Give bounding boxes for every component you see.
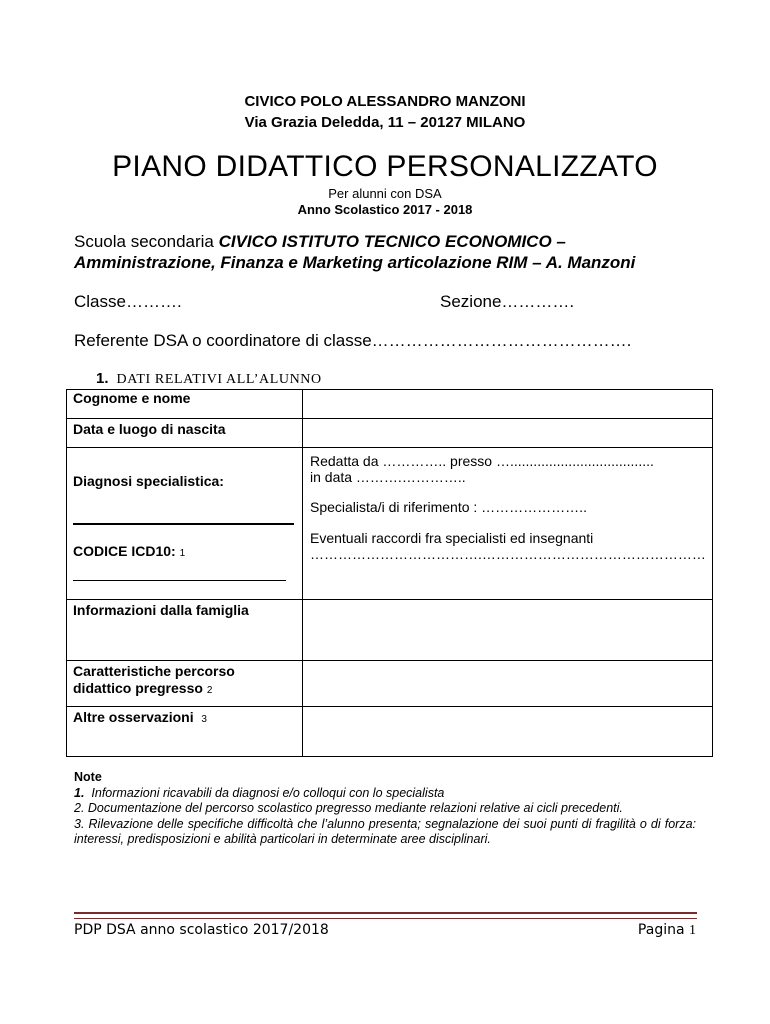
page-indicator [620,922,696,939]
cognome-label [67,390,303,419]
footer-title: PDP DSA anno scolastico 2017/2018 [74,922,329,938]
school-name: CIVICO POLO ALESSANDRO MANZONI [244,93,526,110]
note-3: 3. Rilevazione delle specifiche difficoltà che l’alunno presenta; segnalazione dei suoi punti di fragilità o di forza: interessi, predisposizioni e abilità particolari in determinate aree disciplinari. [74,816,696,846]
section-heading [96,370,322,388]
caratteristiche-label-line2: didattico pregresso [73,680,203,696]
data-luogo-label [67,419,303,448]
notes-block [74,770,696,848]
diagnosi-divider [73,523,294,525]
caratteristiche-note-ref: 2 [206,685,213,696]
table-row [67,661,713,707]
raccordi-line: Eventuali raccordi fra specialisti ed insegnanti [310,530,594,546]
specialista-line: Specialista/i di riferimento : ………………….. [310,499,587,515]
school-line-name: CIVICO ISTITUTO TECNICO ECONOMICO – [218,232,566,251]
table-row [67,707,713,757]
note-1-number: 1. [74,785,85,800]
page-number: 1 [689,923,696,938]
famiglia-label [67,600,303,661]
school-line-1 [74,232,714,252]
altre-value-cell[interactable] [303,707,713,757]
school-year: Anno Scolastico 2017 - 2018 [297,202,473,217]
document-title: PIANO DIDATTICO PERSONALIZZATO [112,150,658,183]
codice-note-ref: 1 [179,548,186,559]
diagnosi-value-cell[interactable] [303,448,713,600]
cognome-value-cell[interactable] [303,390,713,419]
note-2: 2. Documentazione del percorso scolastico pregresso mediante relazioni relative ai cicli precedenti. [74,801,623,815]
altre-label [67,707,303,757]
notes-heading: Note [74,770,102,784]
referente-field[interactable]: Referente DSA o coordinatore di classe………………………………………. [74,331,632,350]
classe-field[interactable]: Classe………. [74,292,182,311]
codice-blank-line[interactable] [73,580,286,581]
redatta-line: Redatta da ………….. presso …..................................... [310,453,654,469]
altre-note-ref: 3 [201,714,207,725]
famiglia-value-cell[interactable] [303,600,713,661]
codice-label [73,543,185,559]
diagnosi-label-cell [67,448,303,600]
student-data-table [66,389,713,757]
school-line-prefix: Scuola secondaria [74,232,219,251]
school-line-2: Amministrazione, Finanza e Marketing articolazione RIM – A. Manzoni [74,253,636,272]
in-data-line: in data ……….………….. [310,469,466,485]
table-row [67,419,713,448]
section-title: DATI RELATIVI ALL’ALUNNO [116,372,322,387]
section-number: 1. [96,370,109,387]
table-row [67,600,713,661]
raccordi-dots: ……………………………….………………………………………… [310,546,706,562]
caratteristiche-label-line1: Caratteristiche percorso [73,663,235,679]
famiglia-label-text: Informazioni dalla famiglia [73,602,249,618]
diagnosi-label: Diagnosi specialistica: [73,473,224,489]
cognome-label-text: Cognome e nome [73,390,191,406]
footer-rule [74,912,697,919]
page-label: Pagina [637,922,685,938]
sezione-field[interactable]: Sezione…………. [440,292,575,311]
data-luogo-label-text: Data e luogo di nascita [73,421,226,437]
altre-label-text: Altre osservazioni [73,709,194,725]
caratteristiche-value-cell[interactable] [303,661,713,707]
caratteristiche-label [67,661,303,707]
note-1-text: Informazioni ricavabili da diagnosi e/o colloqui con lo specialista [91,785,445,800]
codice-label-text: CODICE ICD10: [73,543,176,559]
data-luogo-value-cell[interactable] [303,419,713,448]
table-row [67,390,713,419]
document-subtitle: Per alunni con DSA [328,186,442,201]
school-address: Via Grazia Deledda, 11 – 20127 MILANO [244,114,526,131]
table-row [67,448,713,600]
note-1 [74,786,696,802]
